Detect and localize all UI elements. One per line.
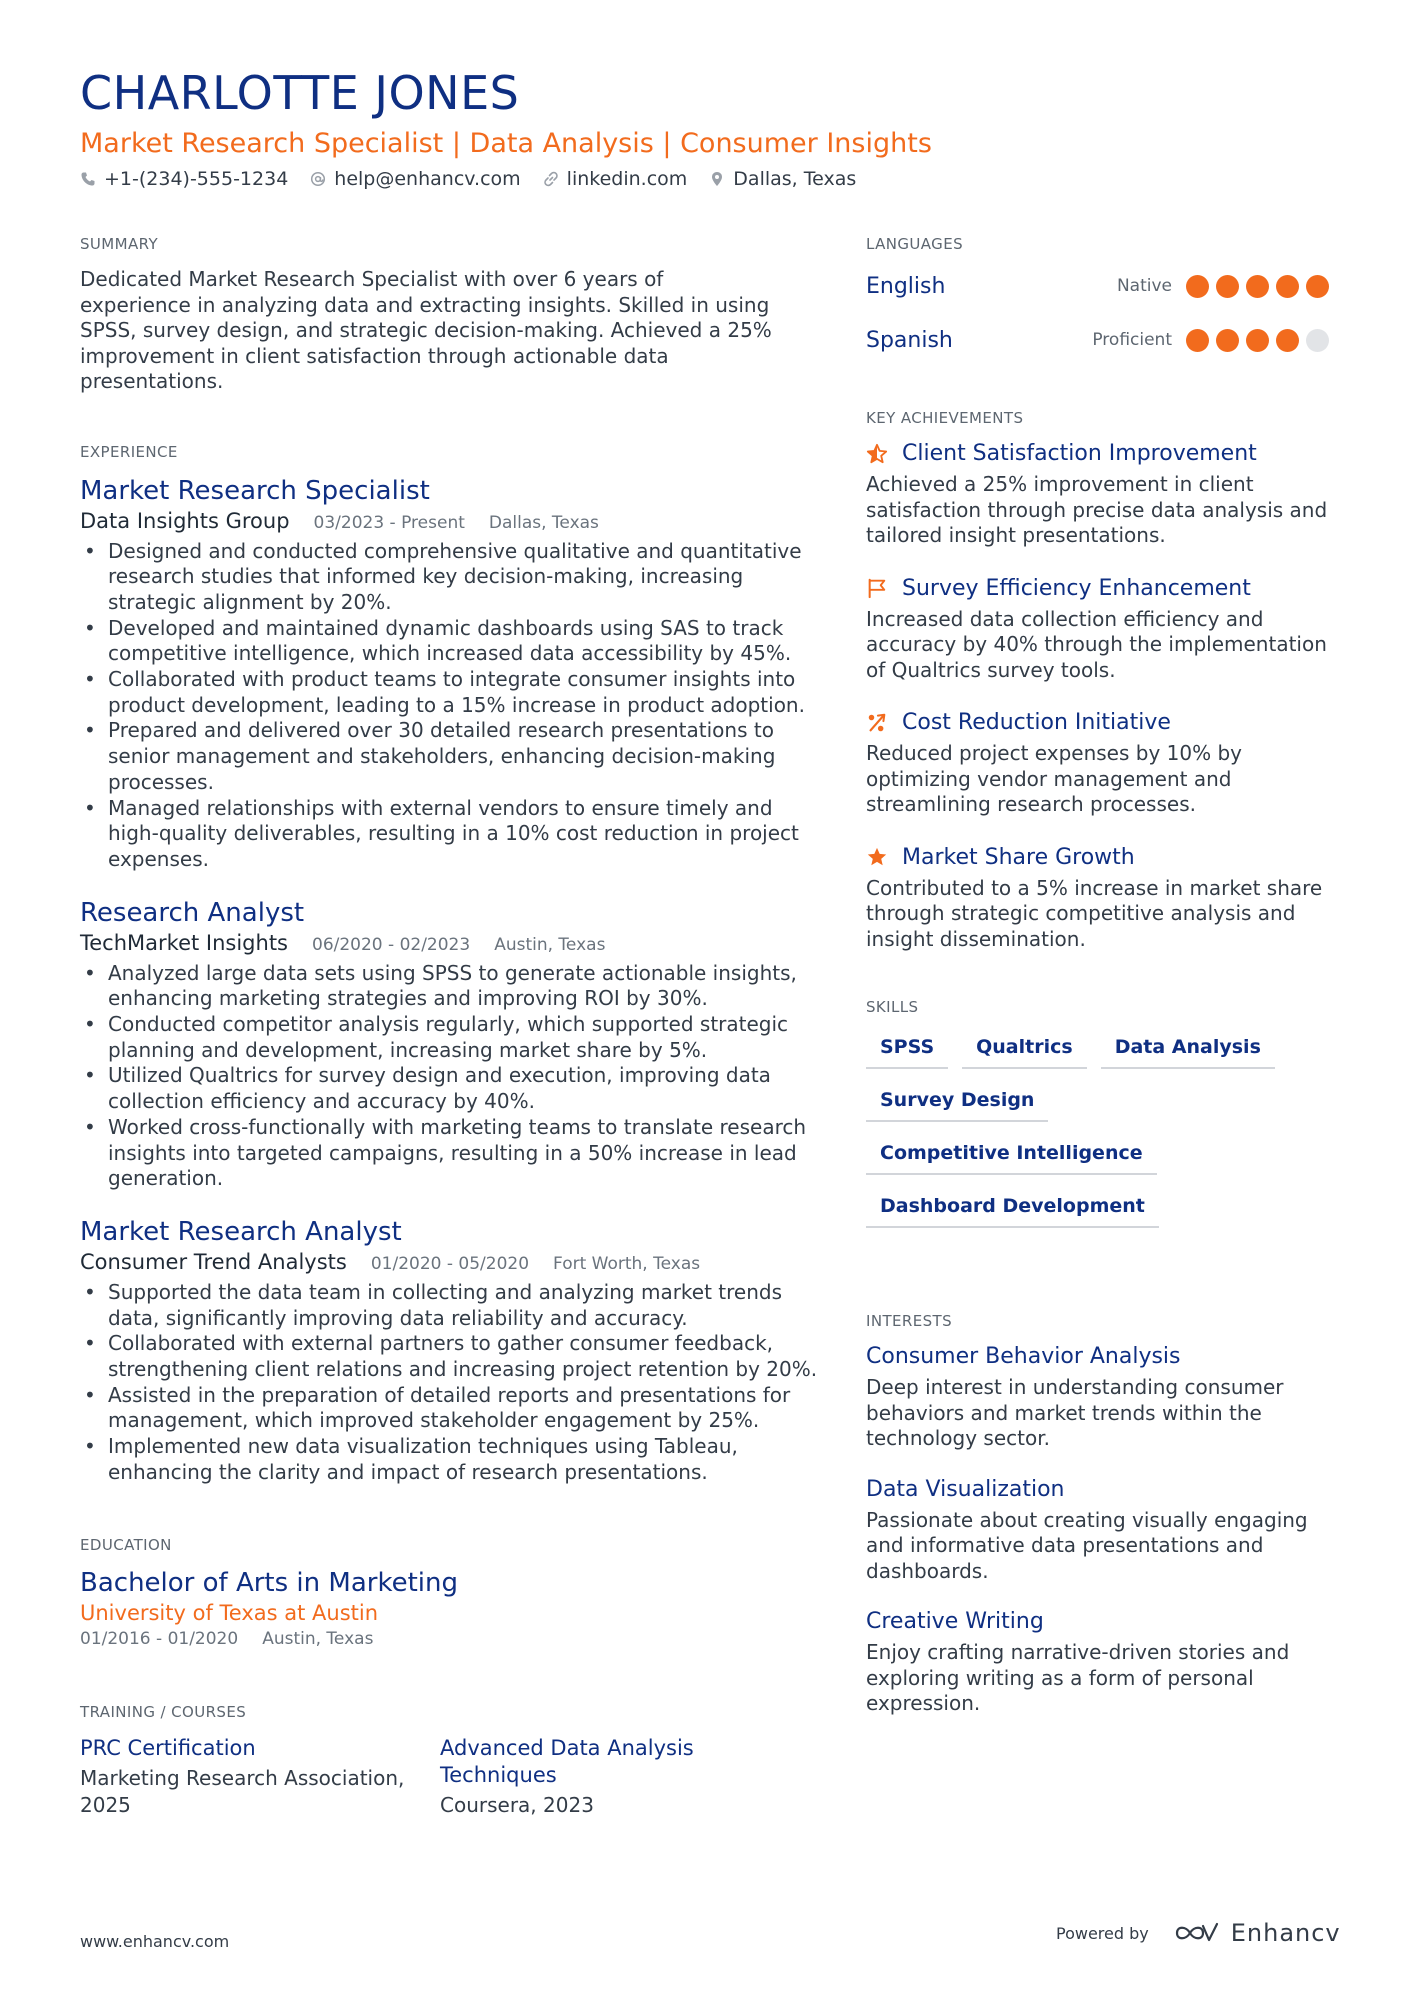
skill-tag: Survey Design [866, 1083, 1048, 1122]
interest-text: Enjoy crafting narrative-driven stories and exploring writing as a form of personal expression. [866, 1640, 1290, 1715]
interest-item [866, 1609, 1336, 1717]
phone-icon [80, 171, 96, 187]
language-item [866, 259, 1336, 313]
rating-dot-filled [1276, 329, 1299, 352]
job-dates: 01/2020 - 05/2020 [370, 1253, 530, 1274]
contact-phone-text: +1-(234)-555-1234 [104, 168, 289, 190]
bullet-item: • Utilized Qualtrics for survey design and execution, improving data collection efficiency and accuracy by 40%. [108, 1063, 828, 1114]
bullet-item: • Managed relationships with external vendors to ensure timely and high-quality deliverables, resulting in a 10% cost reduction in project expenses. [108, 796, 828, 873]
achievement-text: Increased data collection efficiency and accuracy by 40% through the implementation of Qualtrics survey tools. [866, 606, 1327, 682]
achievement-item [866, 710, 1336, 818]
bullet-item: • Supported the data team in collecting and analyzing market trends data, significantly improving data reliability and accuracy. [108, 1280, 828, 1331]
achievement-item [866, 441, 1336, 549]
skill-tag: SPSS [866, 1030, 948, 1069]
star-icon [866, 846, 888, 868]
contact-location [709, 168, 856, 190]
interest-title: Consumer Behavior Analysis [866, 1344, 1181, 1369]
percent-arrow-icon [866, 712, 888, 734]
bullet-item: • Worked cross-functionally with marketing teams to translate research insights into targeted campaigns, resulting in a 50% increase in lead generation. [108, 1115, 828, 1192]
language-name: Spanish [866, 327, 953, 353]
job-company: TechMarket Insights [80, 930, 288, 955]
language-level: Native [1116, 276, 1172, 296]
left-column [80, 235, 818, 1819]
achievement-text: Reduced project expenses by 10% by optimizing vendor management and streamlining research processes. [866, 741, 1242, 816]
bullet-item: • Conducted competitor analysis regularly, which supported strategic planning and development, increasing market share by 5%. [108, 1012, 828, 1063]
location-pin-icon [709, 171, 725, 187]
job-dates: 06/2020 - 02/2023 [312, 934, 471, 955]
rating-dot-empty [1306, 329, 1329, 352]
rating-dot-filled [1186, 275, 1209, 298]
job-meta [80, 931, 800, 955]
achievements-label: KEY ACHIEVEMENTS [866, 409, 1024, 427]
language-rating [1186, 329, 1336, 352]
achievement-item [866, 576, 1336, 684]
achievement-title: Cost Reduction Initiative [902, 710, 1171, 735]
contact-bar [80, 168, 878, 190]
candidate-title: Market Research Specialist | Data Analysis | Consumer Insights [80, 128, 932, 159]
bullet-item: • Implemented new data visualization techniques using Tableau, enhancing the clarity and impact of research presentations. [108, 1434, 828, 1485]
job-role: Market Research Analyst [80, 1216, 402, 1247]
achievement-head [866, 441, 1336, 466]
job-entry [80, 897, 807, 1192]
summary-label: SUMMARY [80, 235, 159, 253]
footer-website[interactable]: www.enhancv.com [80, 1932, 230, 1951]
summary-text: Dedicated Market Research Specialist with over 6 years of experience in analyzing data and extracting insights. Skilled in using SPSS, survey design, and strategic decision-making. Achieved a 25% improvement in client satisfaction through actionable data presentations. [80, 267, 772, 393]
right-column [866, 235, 1336, 1717]
skills-list [866, 1030, 1336, 1242]
rating-dot-filled [1246, 329, 1269, 352]
job-meta [80, 509, 800, 533]
education-school: University of Texas at Austin [80, 1600, 379, 1625]
training-label: TRAINING / COURSES [80, 1702, 247, 1721]
brand-name: Enhancv [1230, 1919, 1341, 1947]
footer-branding [1056, 1919, 1341, 1947]
bullet-item: • Prepared and delivered over 30 detailed research presentations to senior management and stakeholders, enhancing decision-making processes. [108, 718, 828, 795]
flag-icon [866, 577, 888, 599]
language-item [866, 313, 1336, 367]
bullet-item: • Collaborated with external partners to gather consumer feedback, strengthening client relations and increasing project retention by 20%. [108, 1331, 828, 1382]
bullet-item: • Collaborated with product teams to integrate consumer insights into product development, leading to a 15% increase in product adoption. [108, 667, 828, 718]
candidate-name: CHARLOTTE JONES [80, 66, 520, 120]
languages-label: LANGUAGES [866, 235, 964, 253]
rating-dot-filled [1216, 329, 1239, 352]
contact-location-text: Dallas, Texas [733, 168, 857, 190]
job-location: Fort Worth, Texas [553, 1253, 701, 1274]
job-bullets [80, 961, 828, 1192]
enhancv-logo-icon [1173, 1920, 1221, 1946]
job-role: Research Analyst [80, 897, 305, 928]
rating-dot-filled [1216, 275, 1239, 298]
languages-list [866, 259, 1336, 367]
course-title: PRC Certification [80, 1735, 256, 1760]
bullet-item: • Designed and conducted comprehensive qualitative and quantitative research studies that informed key decision-making, increasing strategic alignment by 20%. [108, 539, 828, 616]
job-role: Market Research Specialist [80, 475, 430, 506]
language-name: English [866, 273, 946, 299]
skill-tag: Qualtrics [962, 1030, 1087, 1069]
interests-label: INTERESTS [866, 1312, 952, 1330]
link-icon [543, 171, 559, 187]
job-meta [80, 1250, 800, 1274]
job-location: Austin, Texas [494, 934, 606, 955]
contact-linkedin[interactable] [543, 168, 688, 190]
language-rating [1186, 275, 1336, 298]
achievement-text: Contributed to a 5% increase in market share through strategic competitive analysis and insight dissemination. [866, 875, 1323, 951]
job-dates: 03/2023 - Present [313, 512, 465, 533]
job-entry [80, 475, 805, 873]
achievement-title: Survey Efficiency Enhancement [902, 575, 1251, 601]
achievement-head [866, 845, 1336, 870]
contact-linkedin-text[interactable]: linkedin.com [566, 168, 688, 190]
achievement-title: Market Share Growth [902, 844, 1135, 870]
job-entry [80, 1216, 818, 1486]
achievement-head [866, 710, 1336, 735]
rating-dot-filled [1246, 275, 1269, 298]
rating-dot-filled [1306, 275, 1329, 298]
bullet-item: • Assisted in the preparation of detailed reports and presentations for management, which improved stakeholder engagement by 25%. [108, 1383, 828, 1434]
powered-by-text: Powered by [1056, 1923, 1149, 1943]
interest-item [866, 1344, 1336, 1452]
courses-list [80, 1735, 800, 1819]
achievement-title: Client Satisfaction Improvement [902, 441, 1257, 466]
job-bullets [80, 1280, 828, 1486]
achievement-item [866, 845, 1336, 953]
star-half-icon [866, 443, 888, 465]
bullet-item: • Developed and maintained dynamic dashboards using SAS to track competitive intelligence, which increased data accessibility by 45%. [108, 616, 828, 667]
interest-text: Passionate about creating visually engaging and informative data presentations and dashboards. [866, 1507, 1308, 1583]
course-item [440, 1735, 800, 1819]
contact-email[interactable] [310, 168, 520, 190]
interest-item [866, 1477, 1336, 1585]
skill-tag: Competitive Intelligence [866, 1136, 1157, 1175]
course-item [80, 1735, 440, 1819]
course-title: Advanced Data Analysis Techniques [440, 1735, 694, 1787]
bullet-item: • Analyzed large data sets using SPSS to generate actionable insights, enhancing marketing strategies and improving ROI by 30%. [108, 961, 828, 1012]
skill-tag: Dashboard Development [866, 1189, 1159, 1228]
achievement-text: Achieved a 25% improvement in client satisfaction through precise data analysis and tailored insight presentations. [866, 472, 1328, 547]
contact-phone [80, 168, 288, 190]
rating-dot-filled [1276, 275, 1299, 298]
skills-label: SKILLS [866, 998, 919, 1016]
job-company: Data Insights Group [80, 508, 290, 533]
skill-tag: Data Analysis [1101, 1030, 1275, 1069]
course-provider: Marketing Research Association, 2025 [80, 1765, 405, 1817]
education-label: EDUCATION [80, 1535, 172, 1554]
achievement-head [866, 576, 1336, 601]
course-provider: Coursera, 2023 [440, 1792, 594, 1817]
job-location: Dallas, Texas [488, 512, 599, 533]
education-location: Austin, Texas [262, 1628, 374, 1649]
contact-email-text[interactable]: help@enhancv.com [334, 168, 521, 190]
interest-text: Deep interest in understanding consumer behaviors and market trends within the technology sector. [866, 1375, 1284, 1450]
language-level: Proficient [1092, 330, 1172, 350]
education-degree: Bachelor of Arts in Marketing [80, 1567, 458, 1598]
education-dates: 01/2016 - 01/2020 [80, 1628, 239, 1649]
education-meta [80, 1629, 800, 1649]
at-icon [310, 171, 326, 187]
rating-dot-filled [1186, 329, 1209, 352]
experience-label: EXPERIENCE [80, 442, 178, 461]
job-bullets [80, 539, 828, 873]
job-company: Consumer Trend Analysts [80, 1249, 347, 1274]
interest-title: Data Visualization [866, 1476, 1065, 1502]
interest-title: Creative Writing [866, 1609, 1044, 1634]
